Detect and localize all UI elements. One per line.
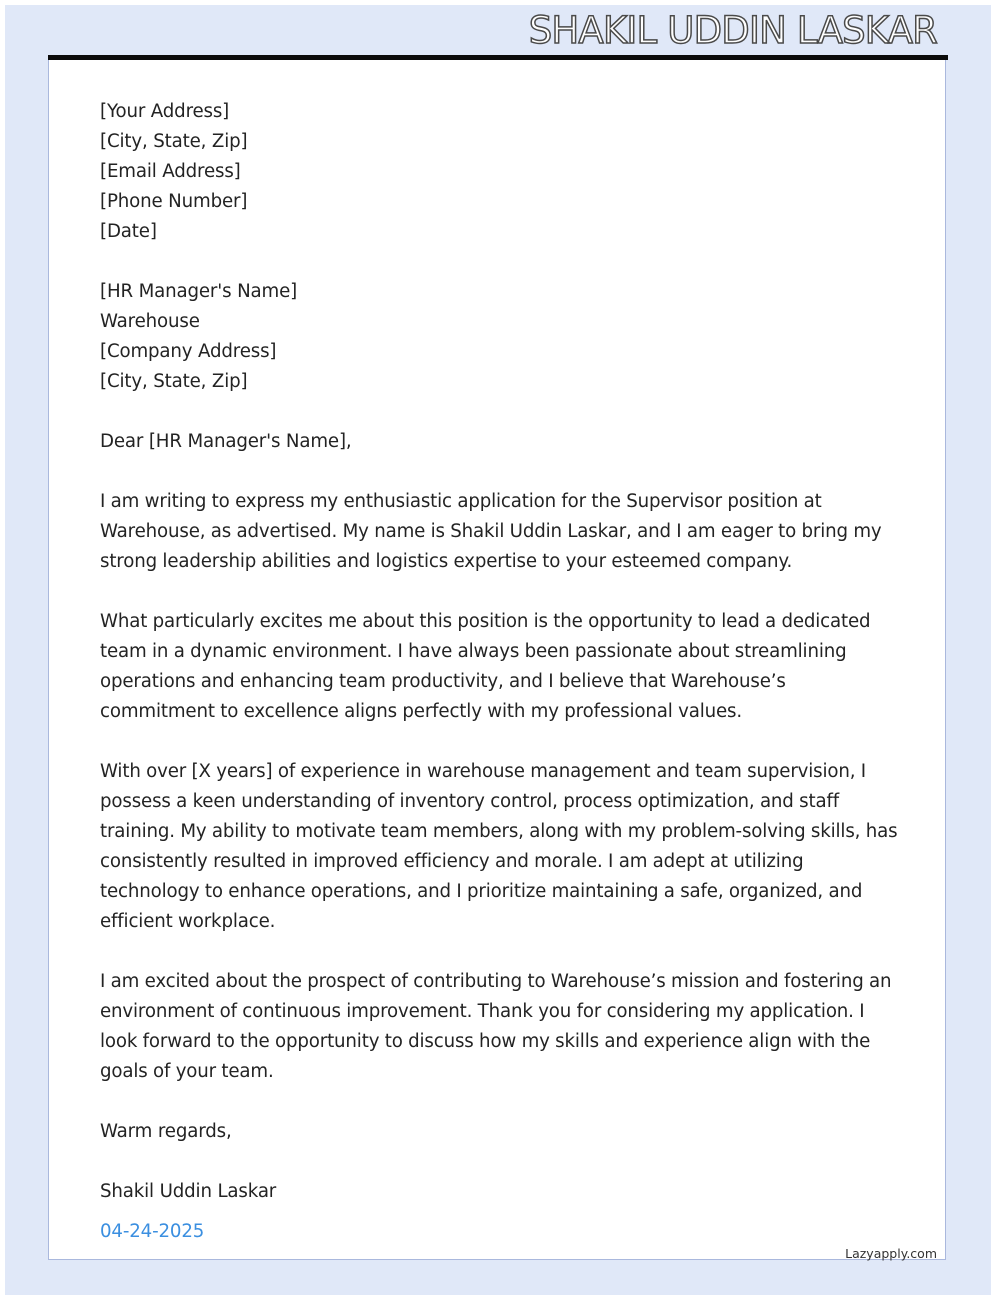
closing-block bbox=[100, 1117, 905, 1147]
header-rule bbox=[48, 55, 948, 60]
signature: Shakil Uddin Laskar bbox=[100, 1181, 277, 1202]
sender-address: [Your Address] bbox=[100, 101, 230, 122]
signature-block bbox=[100, 1177, 905, 1207]
recipient-company: Warehouse bbox=[100, 311, 200, 332]
paragraph-text: What particularly excites me about this position is the opportunity to lead a dedicated team in a dynamic environment. I have always been passionate about streamlining operations and enhancing team productivity, and I believe that Warehouse’s commitment to excellence aligns perfectly with my professional values. bbox=[100, 611, 871, 722]
sender-block bbox=[100, 97, 905, 247]
sender-phone: [Phone Number] bbox=[100, 191, 248, 212]
paragraph-text: I am excited about the prospect of contributing to Warehouse’s mission and fostering an environment of continuous improvement. Thank you for considering my application. I look forward to the opportunity to discuss how my skills and experience align with the goals of your team. bbox=[100, 971, 892, 1082]
sender-email: [Email Address] bbox=[100, 161, 241, 182]
sender-city-state-zip: [City, State, Zip] bbox=[100, 131, 248, 152]
date-stamp: 04-24-2025 bbox=[100, 1221, 205, 1242]
letter-paragraph-2 bbox=[100, 607, 905, 727]
letter-paragraph-4 bbox=[100, 967, 905, 1087]
paragraph-text: With over [X years] of experience in warehouse management and team supervision, I possess a keen understanding of inventory control, process optimization, and staff training. My ability to motivate team members, along with my problem-solving skills, has consistently resulted in improved efficiency and morale. I am adept at utilizing technology to enhance operations, and I prioritize maintaining a safe, organized, and efficient workplace. bbox=[100, 761, 898, 932]
letter-paragraph-3 bbox=[100, 757, 905, 937]
salutation-block bbox=[100, 427, 905, 457]
applicant-name: SHAKIL UDDIN LASKAR bbox=[528, 9, 937, 52]
recipient-city-state-zip: [City, State, Zip] bbox=[100, 371, 248, 392]
closing: Warm regards, bbox=[100, 1121, 232, 1142]
salutation: Dear [HR Manager's Name], bbox=[100, 431, 352, 452]
watermark: Lazyapply.com bbox=[845, 1246, 937, 1261]
recipient-company-address: [Company Address] bbox=[100, 341, 277, 362]
letter-paragraph-1 bbox=[100, 487, 905, 577]
recipient-manager-name: [HR Manager's Name] bbox=[100, 281, 298, 302]
sender-date: [Date] bbox=[100, 221, 157, 242]
letter-body bbox=[100, 97, 905, 1207]
document-header bbox=[48, 0, 948, 57]
recipient-block bbox=[100, 277, 905, 397]
paragraph-text: I am writing to express my enthusiastic application for the Supervisor position at Warehouse, as advertised. My name is Shakil Uddin Laskar, and I am eager to bring my strong leadership abilities and logistics expertise to your esteemed company. bbox=[100, 491, 882, 572]
